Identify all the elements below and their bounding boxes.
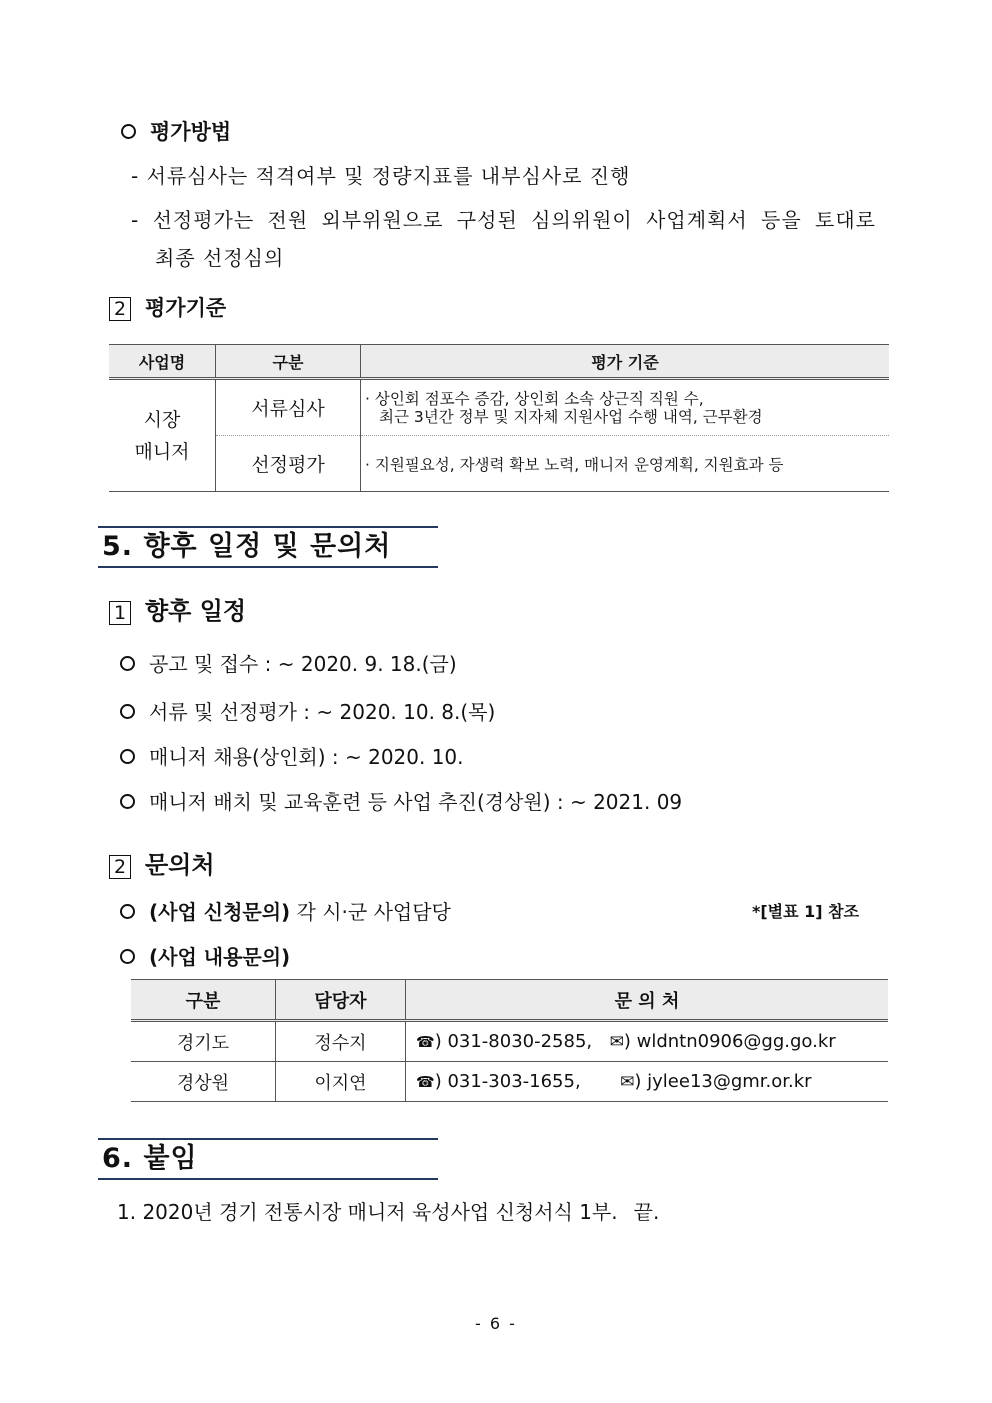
table-header: 평가 기준: [361, 345, 890, 379]
method-item-1: - 서류심사는 적격여부 및 정량지표를 내부심사로 진행: [131, 164, 631, 188]
number-box: 2: [109, 297, 131, 321]
schedule-item: 공고 및 접수 : ~ 2020. 9. 18.(금): [120, 648, 457, 677]
circle-bullet-icon: [120, 704, 135, 719]
business-name-cell: 시장 매니저: [109, 379, 216, 492]
contact-cell: ☎) 031-303-1655, ✉) jylee13@gmr.or.kr: [406, 1062, 889, 1102]
table-row: [109, 436, 889, 492]
type-cell: 선정평가: [216, 436, 361, 492]
table-header-row: [109, 345, 889, 379]
contact-heading: 2 문의처: [109, 845, 215, 880]
phone-icon: ☎: [416, 1073, 435, 1091]
contact-item-1: (사업 신청문의) 각 시·군 사업담당: [120, 896, 451, 925]
contact-table: [131, 979, 888, 1102]
circle-bullet-icon: [120, 904, 135, 919]
schedule-item: 매니저 배치 및 교육훈련 등 사업 추진(경상원) : ~ 2021. 09: [120, 786, 682, 815]
contact-item-2: (사업 내용문의): [120, 941, 290, 970]
circle-bullet-icon: [120, 749, 135, 764]
phone-icon: ☎: [416, 1033, 435, 1051]
org-cell: 경상원: [131, 1062, 276, 1102]
type-cell: 서류심사: [216, 379, 361, 436]
page-number: - 6 -: [475, 1314, 517, 1333]
criteria-table: [109, 344, 889, 492]
mail-icon: ✉: [609, 1032, 624, 1052]
org-cell: 경기도: [131, 1021, 276, 1062]
schedule-heading: 1 향후 일정: [109, 591, 246, 626]
schedule-item: 서류 및 선정평가 : ~ 2020. 10. 8.(목): [120, 696, 495, 725]
table-header: 구분: [131, 980, 276, 1021]
contact-cell: ☎) 031-8030-2585, ✉) wldntn0906@gg.go.kr: [406, 1021, 889, 1062]
criteria-cell: · 지원필요성, 자생력 확보 노력, 매니저 운영계획, 지원효과 등: [361, 436, 890, 492]
attachment-item: 1. 2020년 경기 전통시장 매니저 육성사업 신청서식 1부. 끝.: [117, 1200, 660, 1224]
appendix-note: *[별표 1] 참조: [752, 902, 860, 921]
method-item-3: 최종 선정심의: [155, 246, 285, 270]
table-row: [131, 1021, 888, 1062]
table-row: [109, 379, 889, 436]
table-header: 구분: [216, 345, 361, 379]
number-box: 2: [109, 855, 131, 879]
circle-bullet-icon: [120, 656, 135, 671]
table-header: 사업명: [109, 345, 216, 379]
section-6-title: 6. 붙임: [98, 1138, 438, 1180]
circle-bullet-icon: [120, 794, 135, 809]
table-header: 문 의 처: [406, 980, 889, 1021]
mail-icon: ✉: [620, 1072, 635, 1092]
section-5-title: 5. 향후 일정 및 문의처: [98, 526, 438, 568]
criteria-cell: · 상인회 점포수 증감, 상인회 소속 상근직 직원 수, 최근 3년간 정부 및 지자체 지원사업 수행 내역, 근무환경: [361, 379, 890, 436]
method-heading: 평가방법: [121, 116, 231, 146]
schedule-item: 매니저 채용(상인회) : ~ 2020. 10.: [120, 741, 464, 770]
table-row: [131, 1062, 888, 1102]
person-cell: 이지연: [276, 1062, 406, 1102]
number-box: 1: [109, 601, 131, 625]
table-header-row: [131, 980, 888, 1021]
table-header: 담당자: [276, 980, 406, 1021]
circle-bullet-icon: [120, 949, 135, 964]
circle-bullet-icon: [121, 124, 136, 139]
person-cell: 정수지: [276, 1021, 406, 1062]
criteria-heading: 2 평가기준: [109, 292, 226, 322]
method-item-2: - 선정평가는 전원 외부위원으로 구성된 심의위원이 사업계획서 등을 토대로: [131, 208, 876, 232]
